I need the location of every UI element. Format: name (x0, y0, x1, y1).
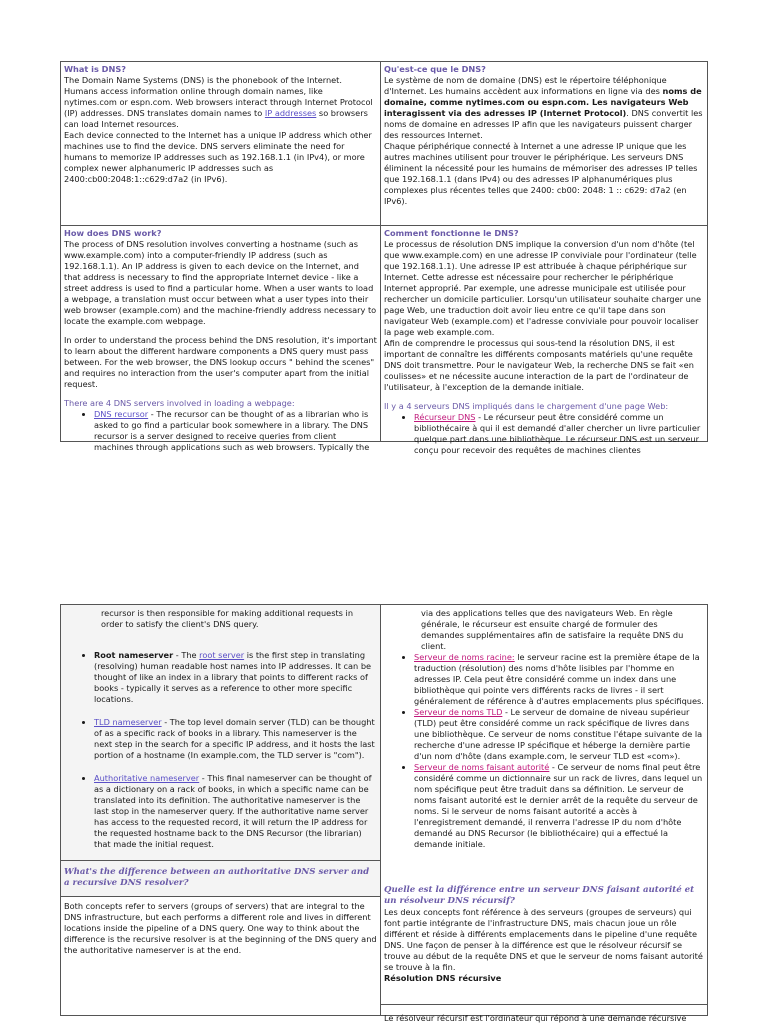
page-frame-bottom (60, 604, 708, 1023)
server-list (64, 650, 377, 850)
difference-heading-cell (61, 861, 380, 897)
list-item: • Serveur de noms racine: le serveur racine est la première étape de la traduction (résolution) des noms d'hôte lisibles par l'homme en adresses IP. Cela peut être considéré comme un index dans une bibliothèque qui pointe vers différents racks de livres - il sert généralement de référence à d'autres emplacements plus spécifiques. (414, 652, 704, 707)
paragraph: The Domain Name Systems (DNS) is the phonebook of the Internet. Humans access information online through domain names, like nytimes.com or espn.com. Web browsers interact through Internet Protocol (IP) addresses. DNS translates domain names to IP addresses so browsers can load Internet resources. (64, 75, 373, 129)
paragraph: via des applications telles que des navigateurs Web. En règle générale, le récurseur est ensuite chargé de formuler des demandes supplémentaires afin de satisfaire la requête DNS du client. (421, 608, 684, 651)
difference-body-cell (61, 897, 380, 958)
section-heading: What is DNS? (64, 64, 126, 74)
french-column-bottom (381, 605, 707, 1023)
how-dns-works-cell-fr (381, 226, 707, 458)
paragraph: recursor is then responsible for making additional requests in order to satisfy the client's DNS query. (101, 608, 354, 629)
servers-subheading: Il y a 4 serveurs DNS impliqués dans le chargement d'une page Web: (384, 401, 669, 411)
page-frame-top (60, 61, 708, 455)
ip-addresses-link[interactable]: IP addresses (264, 108, 317, 118)
paragraph: Both concepts refer to servers (groups of servers) that are integral to the DNS infrastructure, but each performs a different role and lives in different locations inside the pipeline of a DNS query. One way to think about the difference is the recursive resolver is at the beginning of the DNS query and the authoritative nameserver is at the end. (64, 901, 377, 955)
section-heading: Qu'est-ce que le DNS? (384, 64, 486, 74)
server-list-cell-fr (381, 605, 707, 883)
server-list-cell (61, 605, 380, 861)
list-item: • Récurseur DNS - Le récurseur peut être considéré comme un bibliothécaire à qui il est demandé d'aller chercher un livre particulier quelque part dans une bibliothèque. Le récurseur DNS est un serveur conçu pour recevoir des requêtes de machines clientes (414, 412, 704, 456)
difference-cell-fr (381, 883, 707, 1005)
tld-nameserver-link[interactable]: TLD nameserver (94, 717, 162, 727)
server-list (384, 652, 704, 850)
authoritative-nameserver-link[interactable]: Authoritative nameserver (94, 773, 200, 783)
dns-recursor-link-fr[interactable]: Récurseur DNS (414, 412, 476, 422)
recursive-resolution-cell (381, 1005, 707, 1026)
paragraph: Chaque périphérique connecté à Internet a une adresse IP unique que les autres machines utilisent pour trouver le périphérique. Les serveurs DNS éliminent la nécessité pour les humains de mémoriser des adresses IP telles que 192.168.1.1 (dans IPv4) ou des adresses IP alphanumériques plus complexes plus récentes telles que 2400: cb00: 2048: 1 :: c629: d7a2 (en IPv6). (384, 141, 698, 206)
list-item: • Serveur de noms faisant autorité - Ce serveur de noms final peut être considéré comme un dictionnaire sur un rack de livres, dans lequel un nom spécifique peut être traduit dans sa définition. Le serveur de noms faisant autorité est le dernier arrêt de la requête du serveur de noms. Si le serveur de noms faisant autorité a accès à l'enregistrement demandé, il renverra l'adresse IP du nom d'hôte demandé au DNS Recursor (le bibliothécaire) qui a effectué la demande initiale. (414, 762, 704, 850)
paragraph: Le processus de résolution DNS implique la conversion d'un nom d'hôte (tel que www.example.com) en une adresse IP conviviale pour l'ordinateur (telle que 192.168.1.1). Une adresse IP est attribuée à chaque périphérique sur Internet. Cette adresse est nécessaire pour rechercher le périphérique Internet approprié. Par exemple, une adresse municipale est utilisée pour rechercher un domicile particulier. Lorsqu'un utilisateur souhaite charger une page Web, une traduction doit avoir lieu entre ce qu'il tape dans son navigateur Web (example.com) et l'adresse conviviale pour pouvoir localiser la page web example.com. (384, 239, 702, 337)
paragraph: The process of DNS resolution involves converting a hostname (such as www.example.com) into a computer-friendly IP address (such as 192.168.1.1). An IP address is given to each device on the Internet, and that address is necessary to find the appropriate Internet device - like a street address is used to find a particular home. When a user wants to load a webpage, a translation must occur between what a user types into their web browser (example.com) and the machine-friendly address necessary to locate the example.com webpage. (64, 239, 377, 326)
section-heading: How does DNS work? (64, 228, 162, 238)
english-column-top (61, 62, 381, 452)
dns-recursor-link[interactable]: DNS recursor (94, 409, 149, 419)
list-item: • Root nameserver - The root server is the first step in translating (resolving) human readable host names into IP addresses. It can be thought of like an index in a library that points to different racks of books - typically it serves as a reference to other more specific locations. (94, 650, 377, 705)
authoritative-nameserver-link-fr[interactable]: Serveur de noms faisant autorité (414, 762, 550, 772)
paragraph: In order to understand the process behind the DNS resolution, it's important to learn about the different hardware components a DNS query must pass between. For the web browser, the DNS lookup occurs " behind the scenes" and requires no interaction from the user's computer apart from the initial request. (64, 335, 377, 389)
paragraph: Afin de comprendre le processus qui sous-tend la résolution DNS, il est important de connaître les différents composants matériels qu'une requête DNS doit transmettre. Pour le navigateur Web, la recherche DNS se fait «en coulisses» et ne nécessite aucune interaction de la part de l'ordinateur de l'utilisateur, à l'exception de la demande initiale. (384, 338, 694, 392)
server-list (64, 409, 377, 453)
french-column-top (381, 62, 707, 455)
paragraph: Le résolveur récursif est l'ordinateur qui répond à une demande récursive (384, 1013, 687, 1023)
list-item: • DNS recursor - The recursor can be thought of as a librarian who is asked to go find a particular book somewhere in a library. The DNS recursor is a server designed to receive queries from client machines through applications such as web browsers. Typically the (94, 409, 377, 453)
paragraph: Le système de nom de domaine (DNS) est le répertoire téléphonique d'Internet. Les humains accèdent aux informations en ligne via des noms de domaine, comme nytimes.com ou espn.com. Les navigateurs Web interagissent via des adresses IP (Internet Protocol). DNS convertit les noms de domaine en adresses IP afin que les navigateurs puissent charger des ressources Internet. (384, 75, 703, 140)
list-item: • TLD nameserver - The top level domain server (TLD) can be thought of as a specific rack of books in a library. This nameserver is the next step in the search for a specific IP address, and it hosts the last portion of a hostname (In example.com, the TLD server is "com"). (94, 717, 377, 761)
list-item: • Serveur de noms TLD - Le serveur de domaine de niveau supérieur (TLD) peut être considéré comme un rack spécifique de livres dans une bibliothèque. Ce serveur de noms constitue l'étape suivante de la recherche d'une adresse IP spécifique et héberge la dernière partie d'un nom d'hôte (dans example.com, le serveur TLD est «com»). (414, 707, 704, 762)
paragraph: Les deux concepts font référence à des serveurs (groupes de serveurs) qui font partie intégrante de l'infrastructure DNS, mais chacun joue un rôle différent et réside à différents emplacements dans le pipeline d'une requête DNS. Une façon de penser à la différence est que le résolveur récursif se trouve au début de la requête DNS et que le serveur de noms faisant autorité se trouve à la fin. (384, 907, 703, 972)
how-dns-works-cell (61, 226, 380, 455)
root-server-link-fr[interactable]: Serveur de noms racine: (414, 652, 515, 662)
what-is-dns-cell (61, 62, 380, 226)
list-item: • Authoritative nameserver - This final nameserver can be thought of as a dictionary on a rack of books, in which a specific name can be translated into its definition. The authoritative nameserver is the last stop in the nameserver query. If the authoritative name server has access to the requested record, it will return the IP address for the requested hostname back to the DNS Recursor (the librarian) that made the initial request. (94, 773, 377, 850)
english-column-bottom (61, 605, 381, 1015)
root-server-link[interactable]: root server (199, 650, 245, 660)
servers-subheading: There are 4 DNS servers involved in loading a webpage: (64, 398, 295, 408)
section-heading: Quelle est la différence entre un serveur DNS faisant autorité et un résolveur DNS récursif? (384, 885, 695, 906)
what-is-dns-cell-fr (381, 62, 707, 226)
server-list (384, 412, 704, 456)
section-heading: What's the difference between an authoritative DNS server and a recursive DNS resolver? (64, 867, 370, 888)
section-heading: Comment fonctionne le DNS? (384, 228, 519, 238)
recursive-resolution-heading: Résolution DNS récursive (384, 973, 502, 983)
paragraph: Each device connected to the Internet has a unique IP address which other machines use to find the device. DNS servers eliminate the need for humans to memorize IP addresses such as 192.168.1.1 (in IPv4), or more complex newer alphanumeric IP addresses such as 2400:cb00:2048:1::c629:d7a2 (in IPv6). (64, 130, 372, 184)
tld-nameserver-link-fr[interactable]: Serveur de noms TLD (414, 707, 503, 717)
